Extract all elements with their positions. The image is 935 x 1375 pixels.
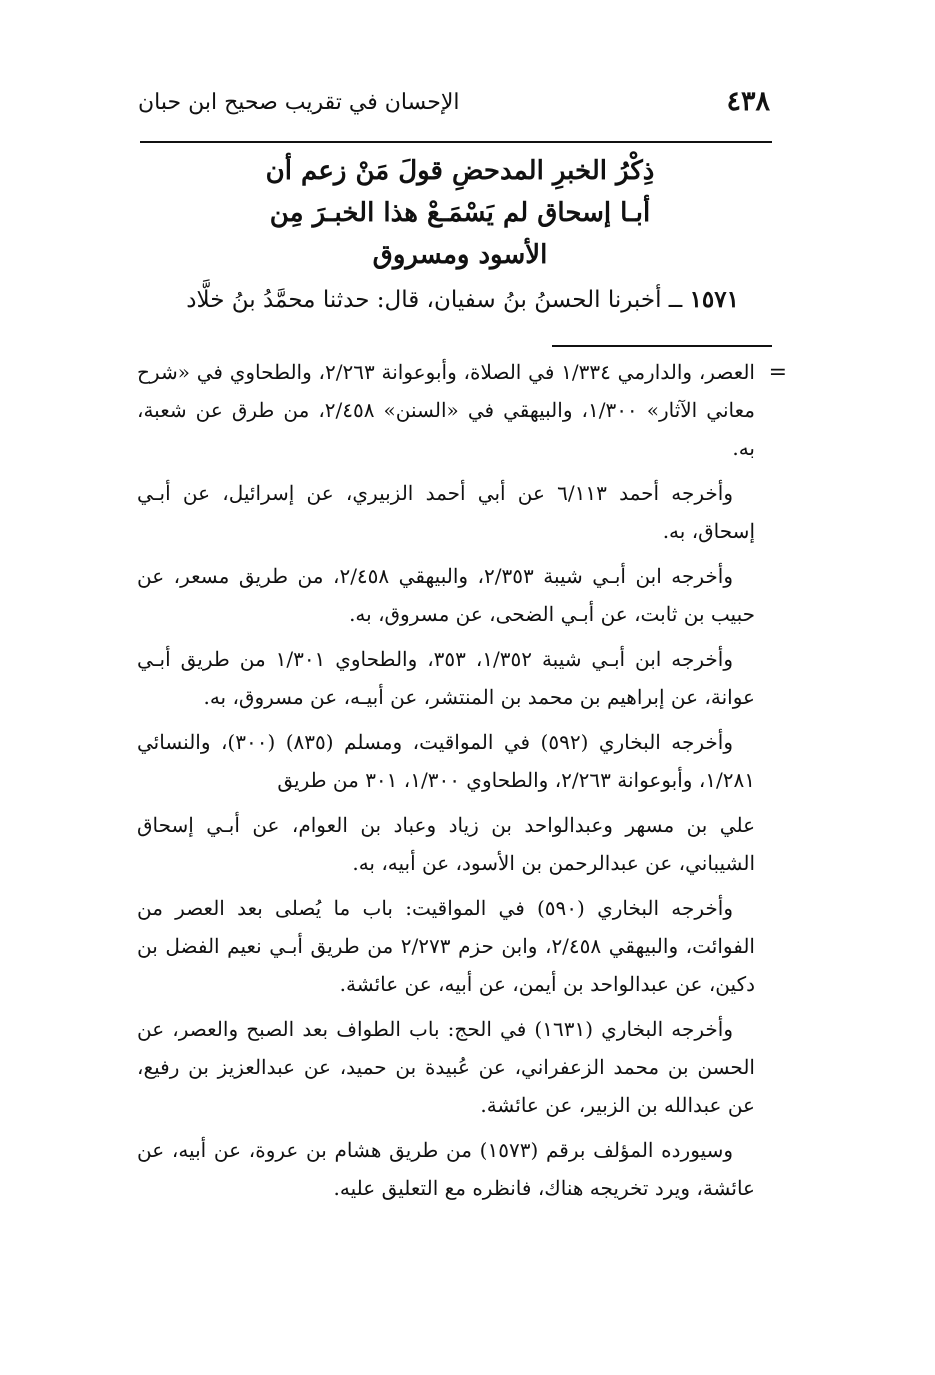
hadith-text [186, 286, 739, 313]
footnote-paragraph: وأخرجه أحمد ٦/١١٣ عن أبي أحمد الزبيري، عن إسرائيل، عن أبـي إسحاق، به. [137, 481, 755, 543]
hadith-number: ١٥٧١ [689, 286, 739, 313]
footnote-paragraph: علي بن مسهر وعبدالواحد بن زياد وعباد بن العوام، عن أبـي إسحاق الشيباني، عن عبدالرحمن بن الأسود، عن أبيه، به. [137, 813, 755, 875]
heading-line-2: أبـا إسحاق لم يَسْمَـعْ هذا الخبـرَ مِن [269, 198, 651, 228]
footnote-rule [552, 345, 772, 347]
page-number: ٤٣٨ [726, 86, 770, 117]
footnotes [137, 353, 755, 1214]
header-rule [140, 141, 772, 143]
footnote-paragraph: وأخرجه البخاري (٥٩٠) في المواقيت: باب ما يُصلى بعد العصر من الفوائت، والبيهقي ٢/٤٥٨، وابن حزم ٢/٢٧٣ من طريق أبـي نعيم الفضل بن دكين، عن عبدالواحد بن أيمن، عن أبيه، عن عائشة. [137, 896, 755, 996]
footnote-paragraph: وأخرجه البخاري (٥٩٢) في المواقيت، ومسلم (٨٣٥) (٣٠٠)، والنسائي ١/٢٨١، وأبوعوانة ٢/٢٦٣، والطحاوي ١/٣٠٠، ٣٠١ من طريق [137, 730, 755, 792]
running-title: الإحسان في تقريب صحيح ابن حبان [138, 90, 460, 115]
page-header [138, 86, 770, 126]
footnote-paragraph: وأخرجه البخاري (١٦٣١) في الحج: باب الطواف بعد الصبح والعصر، عن الحسن بن محمد الزعفراني، عن عُبيدة بن حميد، عن عبدالعزيز بن رفيع، عن عبدالله بن الزبير، عن عائشة. [137, 1017, 755, 1117]
heading-line-1: ذِكْرُ الخبرِ المدحضِ قولَ مَنْ زعم أن [265, 156, 655, 186]
footnote-paragraph: العصر، والدارمي ١/٣٣٤ في الصلاة، وأبوعوانة ٢/٢٦٣، والطحاوي في «شرح معاني الآثار» ١/٣٠٠، والبيهقي في «السنن» ٢/٤٥٨، من طرق عن شعبة، به. [137, 360, 755, 460]
footnote-paragraph: وسيورده المؤلف برقم (١٥٧٣) من طريق هشام بن عروة، عن أبيه، عن عائشة، ويرد تخريجه هناك، فانظره مع التعليق عليه. [137, 1138, 755, 1200]
footnote-continuation-mark: = [768, 360, 787, 385]
footnote-paragraph: وأخرجه ابن أبـي شيبة ٢/٣٥٣، والبيهقي ٢/٤٥٨، من طريق مسعر، عن حبيب بن ثابت، عن أبـي الضحى، عن مسروق، به. [137, 564, 755, 626]
footnote-paragraph: وأخرجه ابن أبـي شيبة ١/٣٥٢، ٣٥٣، والطحاوي ١/٣٠١ من طريق أبـي عوانة، عن إبراهيم بن محمد بن المنتشر، عن أبيـه، عن مسروق، به. [137, 647, 755, 709]
heading-line-3: الأسود ومسروق [372, 240, 548, 270]
chapter-heading [200, 150, 720, 276]
hadith-isnad: ــ أخبرنا الحسنُ بنُ سفيان، قال: حدثنا محمَّدُ بنُ خلَّاد [186, 287, 690, 313]
